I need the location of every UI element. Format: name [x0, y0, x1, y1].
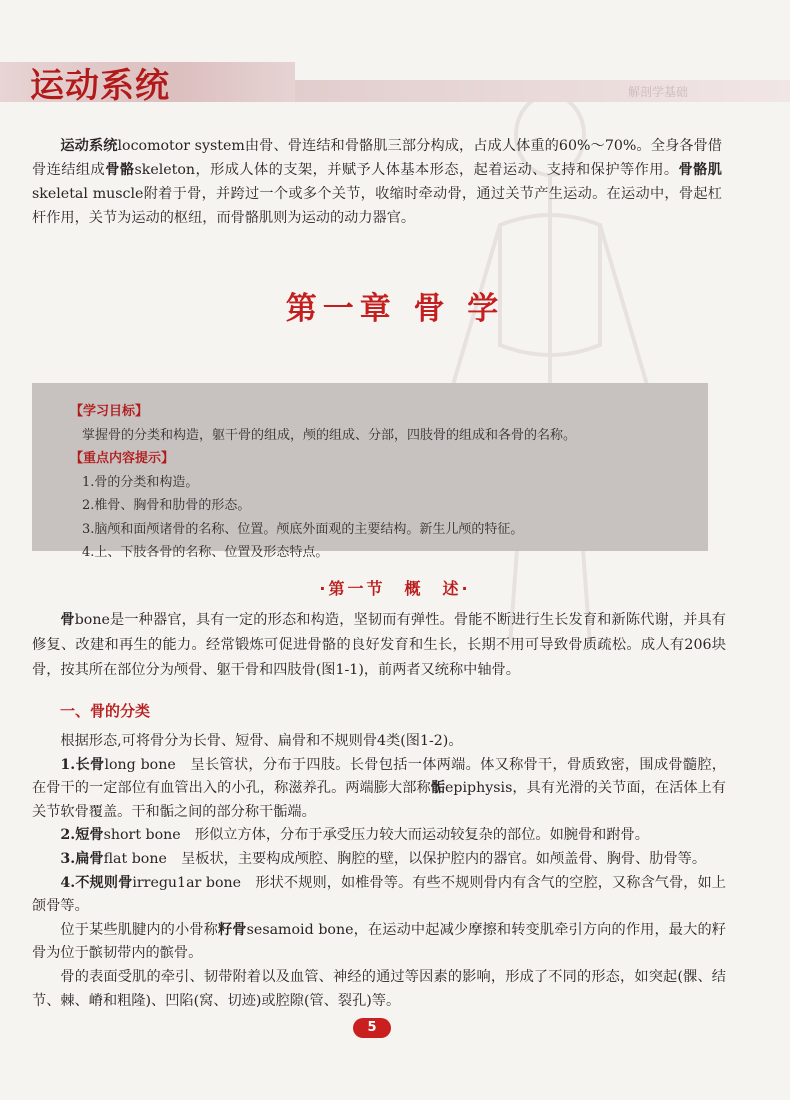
section-title: ·第一节 概 述·: [319, 579, 471, 598]
keyword: 骺: [430, 780, 446, 797]
keyword: 不规则骨: [75, 874, 133, 891]
header-banner-tail: [295, 80, 790, 102]
keyword: 骨骼肌: [678, 162, 722, 178]
text: epiphysis，具有光滑的关节面，在活体上有关节软骨覆盖。干和骺之间的部分称干骺端。: [32, 780, 726, 820]
page-number-badge: 5: [353, 1018, 391, 1038]
keyword: 扁骨: [75, 850, 104, 867]
text: sesamoid bone，在运动中起减少摩擦和转变肌牵引方向的作用，最大的籽骨为位于髌韧带内的髌骨。: [32, 921, 726, 962]
text: skeleton，形成人体的支架，并赋予人体基本形态，起着运动、支持和保护等作用。: [134, 162, 679, 178]
text: bone是一种器官，具有一定的形态和构造，坚韧而有弹性。骨能不断进行生长发育和新陈代谢，并具有修复、改建和再生的能力。经常锻炼可促进骨骼的良好发育和生长，长期不用可导致骨质疏松。成人有206块骨，按其所在部位分为颅骨、躯干骨和四肢骨(图1-1)，前两者又统称中轴骨。: [32, 612, 726, 678]
keyword: 骨: [60, 612, 75, 628]
keyword: 长骨: [75, 756, 105, 773]
long-bone-paragraph: [32, 754, 726, 825]
short-bone-paragraph: [32, 824, 726, 848]
keyword: 短骨: [75, 827, 104, 844]
intro-paragraph: [32, 134, 722, 230]
text: flat bone 呈板状，主要构成颅腔、胸腔的壁，以保护腔内的器官。如颅盖骨、胸骨、肋骨等。: [103, 850, 707, 867]
keyword: 籽骨: [217, 921, 247, 938]
subsection-heading: 一、骨的分类: [60, 702, 151, 720]
objectives-text: 掌握骨的分类和构造，躯干骨的组成，颅的组成、分部，四肢骨的组成和各骨的名称。: [82, 427, 577, 443]
text: short bone 形似立方体，分布于承受压力较大而运动较复杂的部位。如腕骨和跗骨。: [103, 827, 649, 844]
overview-paragraph: [32, 608, 726, 683]
learning-objectives-box: [32, 383, 708, 560]
text: irregu1ar bone 形状不规则，如椎骨等。有些不规则骨内有含气的空腔，又称含气骨，如上颌骨等。: [32, 874, 726, 915]
part-title: 运动系统: [30, 66, 170, 106]
text: locomotor system由骨、骨连结和骨骼肌三部分构成，占成人体重的60%～70%。全身各骨借骨连结组成: [32, 138, 722, 178]
sesamoid-paragraph: [32, 919, 726, 966]
surface-features-paragraph: 骨的表面受肌的牵引、韧带附着以及血管、神经的通过等因素的影响，形成了不同的形态，如突起(髁、结节、棘、嵴和粗隆)、凹陷(窝、切迹)或腔隙(管、裂孔)等。: [32, 968, 726, 1009]
item-number: 4.: [60, 874, 76, 891]
flat-bone-paragraph: [32, 848, 726, 872]
item-number: 3.: [60, 850, 76, 867]
classification-intro: 根据形态,可将骨分为长骨、短骨、扁骨和不规则骨4类(图1-2)。: [60, 733, 463, 749]
key-point-item: 3.脑颅和面颅诸骨的名称、位置。颅底外面观的主要结构。新生儿颅的特征。: [82, 521, 524, 537]
objectives-heading: 【学习目标】: [70, 404, 149, 419]
key-points-heading: 【重点内容提示】: [70, 451, 175, 466]
classification-body: [32, 730, 726, 1013]
text: skeletal muscle附着于骨，并跨过一个或多个关节，收缩时牵动骨，通过关节产生运动。在运动中，骨起杠杆作用，关节为运动的枢纽，而骨骼肌则为运动的动力器官。: [32, 186, 722, 226]
key-point-item: 1.骨的分类和构造。: [82, 474, 199, 490]
item-number: 2.: [60, 827, 76, 844]
item-number: 1.: [60, 756, 76, 773]
irregular-bone-paragraph: [32, 872, 726, 919]
text: long bone 呈长管状，分布于四肢。长骨包括一体两端。体又称骨干，骨质致密，围成骨髓腔，在骨干的一定部位有血管出入的小孔，称滋养孔。两端膨大部称: [32, 756, 726, 797]
text: 位于某些肌腱内的小骨称: [60, 921, 218, 938]
key-point-item: 4.上、下肢各骨的名称、位置及形态特点。: [82, 545, 329, 560]
keyword: 骨骼: [105, 162, 135, 178]
keyword: 运动系统: [60, 138, 118, 154]
chapter-title: 第一章 骨 学: [285, 291, 505, 327]
bleed-through-tab-label: 解剖学基础: [628, 85, 689, 99]
key-point-item: 2.椎骨、胸骨和肋骨的形态。: [82, 498, 251, 513]
